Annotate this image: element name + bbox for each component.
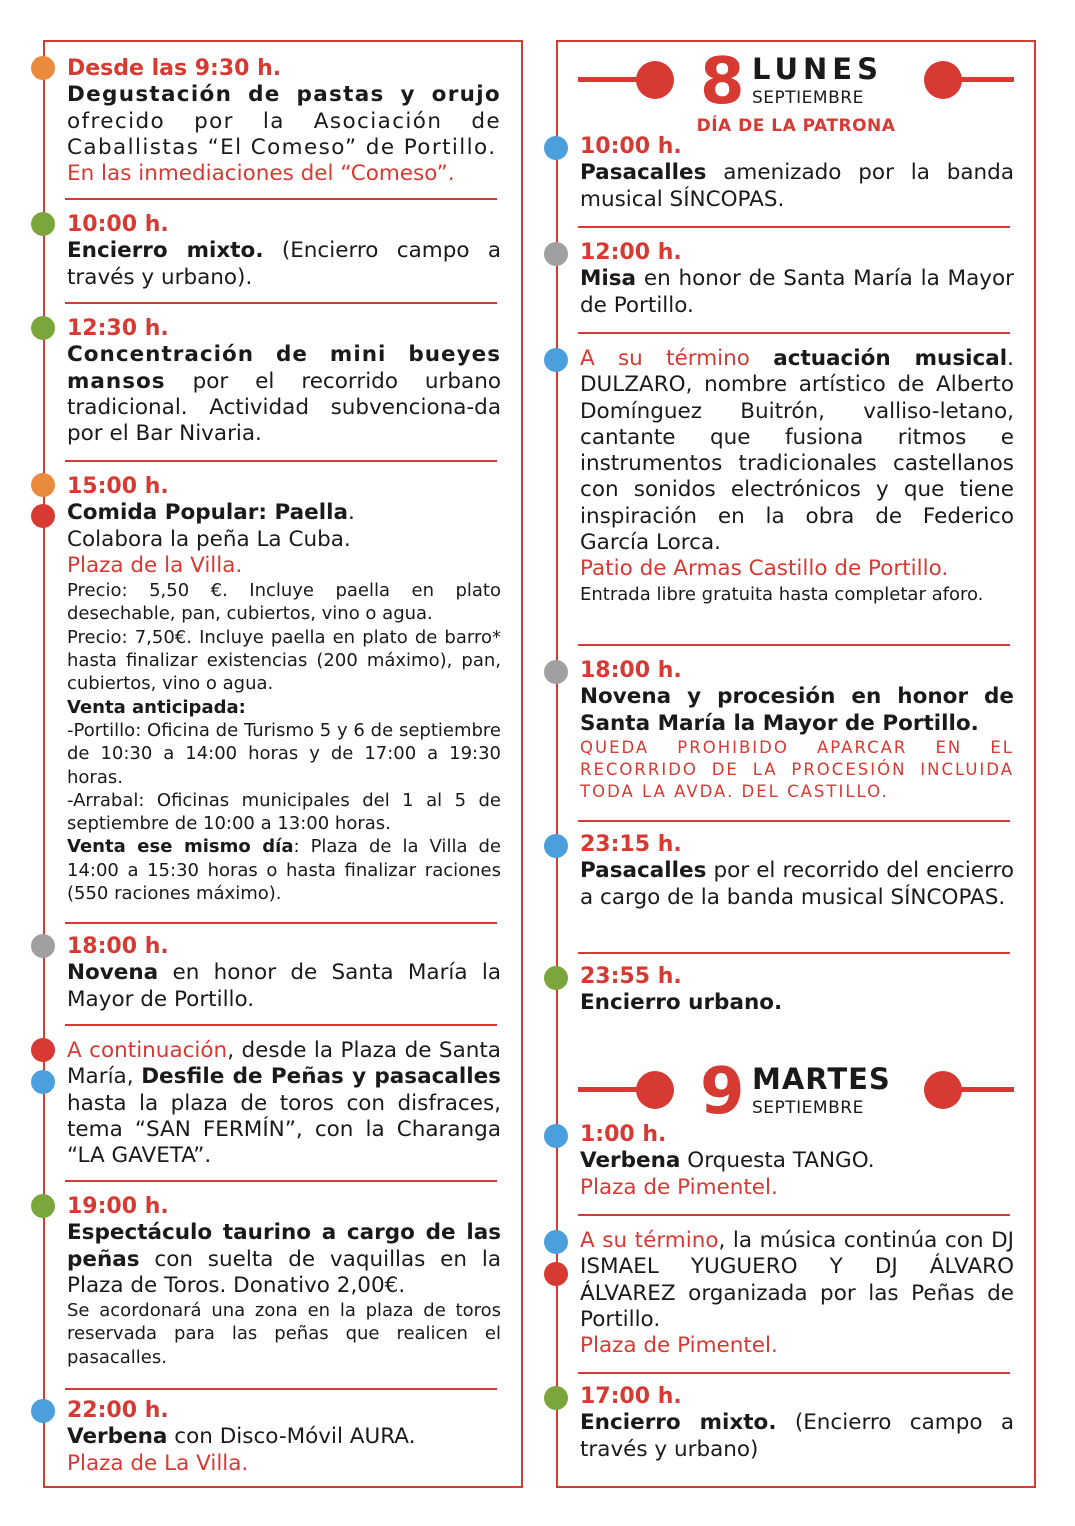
event-text: . DULZARO, nombre artístico de Alberto Domínguez Buitrón, valliso-letano, cantante que fusiona ritmos e instrumentos tradicionales castellanos con sonidos electrónicos y que tiene inspiración en la obra de Federico García Lorca. [580, 346, 1014, 556]
day-header-8 [558, 45, 1034, 140]
blue-marker-dot [544, 348, 568, 372]
price-line: Precio: 5,50 €. Incluye paella en plato desechable, pan, cubiertos, vino o agua. [67, 580, 501, 625]
divider [65, 302, 497, 304]
event-title: Verbena [67, 1424, 168, 1450]
event-text: , desde la Plaza de Santa María, [67, 1038, 501, 1090]
event-block [67, 474, 501, 905]
red-marker-dot [544, 1262, 568, 1286]
event-time: 19:00 h. [67, 1194, 169, 1219]
green-marker-dot [31, 1194, 55, 1218]
event-title: Encierro mixto. [580, 1410, 777, 1436]
event-time: 18:00 h. [580, 658, 682, 683]
event-block [580, 346, 1014, 606]
green-marker-dot [544, 966, 568, 990]
event-time: 12:00 h. [580, 240, 682, 265]
event-block [67, 1038, 501, 1169]
blue-marker-dot [544, 1230, 568, 1254]
divider [578, 820, 1010, 822]
left-schedule-column [43, 40, 523, 1488]
event-block [580, 134, 1014, 213]
blue-marker-dot [544, 834, 568, 858]
blue-marker-dot [544, 136, 568, 160]
event-place: En las inmediaciones del “Comeso”. [67, 161, 455, 187]
event-text: Colabora la peña La Cuba. [67, 526, 351, 552]
divider [578, 1214, 1010, 1216]
header-line [948, 1087, 1014, 1092]
event-text: en honor de Santa María la Mayor de Portillo. [580, 266, 1014, 318]
event-block [580, 964, 1014, 1017]
divider [65, 1024, 497, 1026]
event-place: Plaza de Pimentel. [580, 1333, 778, 1359]
event-text: amenizado por la banda musical SÍNCOPAS. [580, 160, 1014, 212]
advance-sale-label: Venta anticipada: [67, 696, 246, 718]
event-note: Entrada libre gratuita hasta completar aforo. [580, 583, 984, 605]
right-schedule-column [556, 40, 1036, 1488]
gray-marker-dot [544, 660, 568, 684]
event-block [580, 832, 1014, 911]
event-title: Desfile de Peñas y pasacalles [141, 1064, 501, 1090]
event-text: (Encierro campo a través y urbano). [67, 238, 501, 290]
event-title: Concentración de mini bueyes mansos [67, 342, 501, 394]
event-time: 23:55 h. [580, 964, 682, 989]
event-text: con Disco-Móvil AURA. [174, 1424, 416, 1450]
header-dot [636, 61, 674, 99]
event-time: 10:00 h. [580, 134, 682, 159]
event-text: en honor de Santa María la Mayor de Portillo. [67, 960, 501, 1012]
event-time: 1:00 h. [580, 1122, 667, 1147]
event-block [580, 240, 1014, 319]
divider [578, 1372, 1010, 1374]
green-marker-dot [31, 212, 55, 236]
event-title-end: . [348, 500, 355, 526]
event-block [67, 1194, 501, 1369]
divider [65, 460, 497, 462]
event-block [580, 658, 1014, 803]
event-place: Plaza de La Villa. [67, 1450, 249, 1476]
divider [578, 332, 1010, 334]
event-block [580, 1122, 1014, 1201]
event-text: (Encierro campo a través y urbano) [580, 1410, 1014, 1462]
event-text: con suelta de vaquillas en la Plaza de Toros. Donativo 2,00€. [67, 1246, 501, 1298]
divider [65, 1180, 497, 1182]
event-place: Patio de Armas Castillo de Portillo. [580, 556, 949, 582]
green-marker-dot [31, 316, 55, 340]
event-title: Verbena [580, 1148, 681, 1174]
day-month: SEPTIEMBRE [752, 88, 864, 108]
day-name: MARTES [752, 1062, 891, 1096]
orange-marker-dot [31, 56, 55, 80]
day-number: 9 [700, 1055, 745, 1129]
event-text: hasta la plaza de toros con disfraces, tema “SAN FERMÍN”, con la Charanga “LA GAVETA”. [67, 1090, 501, 1169]
gray-marker-dot [544, 242, 568, 266]
divider [65, 1388, 497, 1390]
event-text: por el recorrido del encierro a cargo de la banda musical SÍNCOPAS. [580, 858, 1014, 910]
event-block [67, 56, 501, 187]
event-title: Comida Popular: Paella [67, 500, 349, 526]
event-time: 12:30 h. [67, 316, 169, 341]
event-title: Novena y procesión en honor de Santa María la Mayor de Portillo. [580, 684, 1014, 736]
event-time: 18:00 h. [67, 934, 169, 959]
event-time: Desde las 9:30 h. [67, 56, 282, 81]
event-text: ofrecido por la Asociación de Caballistas “El Comeso” de Portillo. [67, 108, 501, 160]
event-block [67, 1398, 501, 1477]
event-text: por el recorrido urbano tradicional. Actividad subvenciona-da por el Bar Nivaria. [67, 368, 501, 447]
event-title: Degustación de pastas y orujo [67, 82, 501, 108]
event-note: Se acordonará una zona en la plaza de toros reservada para las peñas que realicen el pasacalles. [67, 1300, 501, 1368]
red-marker-dot [31, 1038, 55, 1062]
red-marker-dot [31, 504, 55, 528]
divider [578, 226, 1010, 228]
blue-marker-dot [31, 1399, 55, 1423]
event-place: Plaza de Pimentel. [580, 1174, 778, 1200]
event-title: Encierro urbano. [580, 990, 783, 1016]
blue-marker-dot [31, 1070, 55, 1094]
event-lead: A su término [580, 1228, 719, 1253]
advance-sale-line: -Arrabal: Oficinas municipales del 1 al 5 de septiembre de 10:00 a 13:00 horas. [67, 789, 501, 835]
divider [578, 644, 1010, 646]
divider [65, 198, 497, 200]
event-time: 10:00 h. [67, 212, 169, 237]
event-block [67, 212, 501, 291]
event-title: Pasacalles [580, 160, 707, 186]
event-time: 15:00 h. [67, 474, 169, 499]
day-month: SEPTIEMBRE [752, 1098, 864, 1118]
event-title: Espectáculo taurino a cargo de las peñas [67, 1220, 501, 1272]
day-number: 8 [700, 45, 745, 119]
event-block [580, 1384, 1014, 1463]
event-block [67, 316, 501, 447]
advance-sale-line: -Portillo: Oficina de Turismo 5 y 6 de septiembre de 10:30 a 14:00 horas y de 17:00 a 19:30 horas. [67, 719, 501, 788]
event-title: actuación musical [773, 346, 1008, 371]
event-block [67, 934, 501, 1013]
event-text: , la música continúa con DJ ISMAEL YUGUERO Y DJ ÁLVARO ÁLVAREZ organizada por las Peñas de Portillo. [580, 1228, 1014, 1332]
divider [65, 922, 497, 924]
event-lead: A continuación [67, 1038, 228, 1063]
orange-marker-dot [31, 473, 55, 497]
event-title: Encierro mixto. [67, 238, 264, 264]
parking-warning: QUEDA PROHIBIDO APARCAR EN EL RECORRIDO DE LA PROCESIÓN INCLUIDA TODA LA AVDA. DEL CASTILLO. [580, 737, 1014, 801]
day-subtitle: DÍA DE LA PATRONA [696, 116, 896, 136]
same-day-sale-label: Venta ese mismo día [67, 836, 294, 858]
event-time: 17:00 h. [580, 1384, 682, 1409]
blue-marker-dot [544, 1124, 568, 1148]
event-block [580, 1228, 1014, 1359]
price-line: Precio: 7,50€. Incluye paella en plato de barro* hasta finalizar existencias (200 máximo), pan, cubiertos, vino o agua. [67, 626, 501, 695]
event-lead: A su término [580, 346, 750, 371]
divider [578, 952, 1010, 954]
event-title: Misa [580, 266, 637, 292]
gray-marker-dot [31, 934, 55, 958]
header-line [948, 77, 1014, 82]
event-place: Plaza de la Villa. [67, 552, 243, 578]
event-time: 22:00 h. [67, 1398, 169, 1423]
event-title: Pasacalles [580, 858, 707, 884]
event-time: 23:15 h. [580, 832, 682, 857]
same-day-sale-text: : Plaza de la Villa de 14:00 a 15:30 horas o hasta finalizar raciones (550 raciones máximo). [67, 836, 501, 905]
day-name: LUNES [752, 52, 883, 86]
green-marker-dot [544, 1386, 568, 1410]
event-text: Orquesta TANGO. [687, 1148, 875, 1174]
event-title: Novena [67, 960, 159, 986]
header-dot [636, 1071, 674, 1109]
